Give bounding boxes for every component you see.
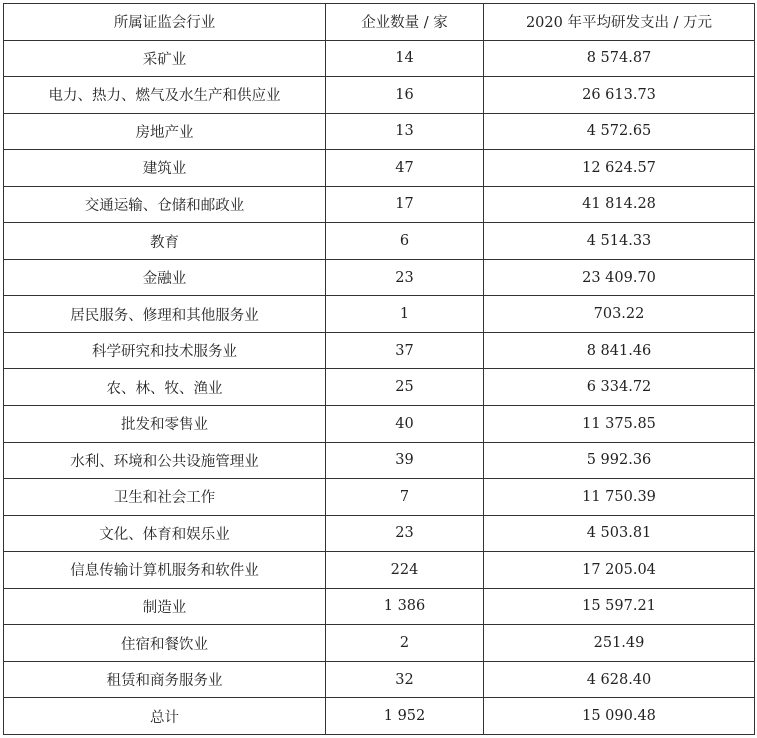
cell-industry: 租赁和商务服务业 bbox=[4, 661, 326, 698]
cell-industry: 交通运输、仓储和邮政业 bbox=[4, 186, 326, 223]
table-row bbox=[4, 515, 755, 552]
table-row bbox=[4, 259, 755, 296]
cell-company-count: 1 386 bbox=[326, 588, 484, 625]
cell-industry: 文化、体育和娱乐业 bbox=[4, 515, 326, 552]
cell-avg-rd-expense: 17 205.04 bbox=[484, 552, 755, 589]
table-row bbox=[4, 479, 755, 516]
table-row bbox=[4, 369, 755, 406]
cell-total-avg-rd-expense: 15 090.48 bbox=[484, 698, 755, 735]
cell-avg-rd-expense: 8 574.87 bbox=[484, 40, 755, 77]
cell-company-count: 2 bbox=[326, 625, 484, 662]
header-avg-rd-expense: 2020 年平均研发支出 / 万元 bbox=[484, 4, 755, 41]
table-row bbox=[4, 552, 755, 589]
cell-avg-rd-expense: 11 750.39 bbox=[484, 479, 755, 516]
cell-avg-rd-expense: 4 572.65 bbox=[484, 113, 755, 150]
table-header-row bbox=[4, 4, 755, 41]
table-row bbox=[4, 40, 755, 77]
cell-company-count: 47 bbox=[326, 150, 484, 187]
cell-company-count: 40 bbox=[326, 405, 484, 442]
header-company-count: 企业数量 / 家 bbox=[326, 4, 484, 41]
cell-company-count: 39 bbox=[326, 442, 484, 479]
table-total-row bbox=[4, 698, 755, 735]
cell-avg-rd-expense: 703.22 bbox=[484, 296, 755, 333]
table-row bbox=[4, 77, 755, 114]
header-industry: 所属证监会行业 bbox=[4, 4, 326, 41]
cell-company-count: 17 bbox=[326, 186, 484, 223]
industry-rd-table bbox=[3, 3, 755, 735]
table-row bbox=[4, 588, 755, 625]
cell-industry: 批发和零售业 bbox=[4, 405, 326, 442]
cell-company-count: 1 bbox=[326, 296, 484, 333]
cell-industry: 房地产业 bbox=[4, 113, 326, 150]
cell-avg-rd-expense: 6 334.72 bbox=[484, 369, 755, 406]
cell-industry: 农、林、牧、渔业 bbox=[4, 369, 326, 406]
table-row bbox=[4, 296, 755, 333]
cell-company-count: 25 bbox=[326, 369, 484, 406]
cell-industry: 建筑业 bbox=[4, 150, 326, 187]
cell-company-count: 7 bbox=[326, 479, 484, 516]
cell-avg-rd-expense: 4 628.40 bbox=[484, 661, 755, 698]
cell-avg-rd-expense: 4 503.81 bbox=[484, 515, 755, 552]
table-row bbox=[4, 332, 755, 369]
cell-company-count: 224 bbox=[326, 552, 484, 589]
cell-industry: 科学研究和技术服务业 bbox=[4, 332, 326, 369]
industry-rd-table-container bbox=[3, 3, 754, 735]
cell-company-count: 6 bbox=[326, 223, 484, 260]
cell-total-label: 总计 bbox=[4, 698, 326, 735]
cell-avg-rd-expense: 26 613.73 bbox=[484, 77, 755, 114]
cell-company-count: 32 bbox=[326, 661, 484, 698]
cell-industry: 采矿业 bbox=[4, 40, 326, 77]
table-row bbox=[4, 625, 755, 662]
cell-company-count: 37 bbox=[326, 332, 484, 369]
cell-avg-rd-expense: 15 597.21 bbox=[484, 588, 755, 625]
cell-industry: 住宿和餐饮业 bbox=[4, 625, 326, 662]
cell-industry: 教育 bbox=[4, 223, 326, 260]
cell-company-count: 23 bbox=[326, 515, 484, 552]
table-row bbox=[4, 661, 755, 698]
table-row bbox=[4, 186, 755, 223]
cell-company-count: 23 bbox=[326, 259, 484, 296]
cell-industry: 电力、热力、燃气及水生产和供应业 bbox=[4, 77, 326, 114]
cell-industry: 卫生和社会工作 bbox=[4, 479, 326, 516]
cell-company-count: 14 bbox=[326, 40, 484, 77]
cell-company-count: 16 bbox=[326, 77, 484, 114]
cell-avg-rd-expense: 11 375.85 bbox=[484, 405, 755, 442]
table-row bbox=[4, 442, 755, 479]
table-row bbox=[4, 405, 755, 442]
table-row bbox=[4, 150, 755, 187]
cell-industry: 金融业 bbox=[4, 259, 326, 296]
cell-industry: 制造业 bbox=[4, 588, 326, 625]
cell-avg-rd-expense: 8 841.46 bbox=[484, 332, 755, 369]
cell-avg-rd-expense: 41 814.28 bbox=[484, 186, 755, 223]
cell-total-company-count: 1 952 bbox=[326, 698, 484, 735]
cell-avg-rd-expense: 4 514.33 bbox=[484, 223, 755, 260]
cell-industry: 信息传输计算机服务和软件业 bbox=[4, 552, 326, 589]
cell-industry: 居民服务、修理和其他服务业 bbox=[4, 296, 326, 333]
cell-industry: 水利、环境和公共设施管理业 bbox=[4, 442, 326, 479]
cell-avg-rd-expense: 251.49 bbox=[484, 625, 755, 662]
table-row bbox=[4, 223, 755, 260]
cell-avg-rd-expense: 5 992.36 bbox=[484, 442, 755, 479]
cell-avg-rd-expense: 12 624.57 bbox=[484, 150, 755, 187]
table-row bbox=[4, 113, 755, 150]
cell-company-count: 13 bbox=[326, 113, 484, 150]
cell-avg-rd-expense: 23 409.70 bbox=[484, 259, 755, 296]
